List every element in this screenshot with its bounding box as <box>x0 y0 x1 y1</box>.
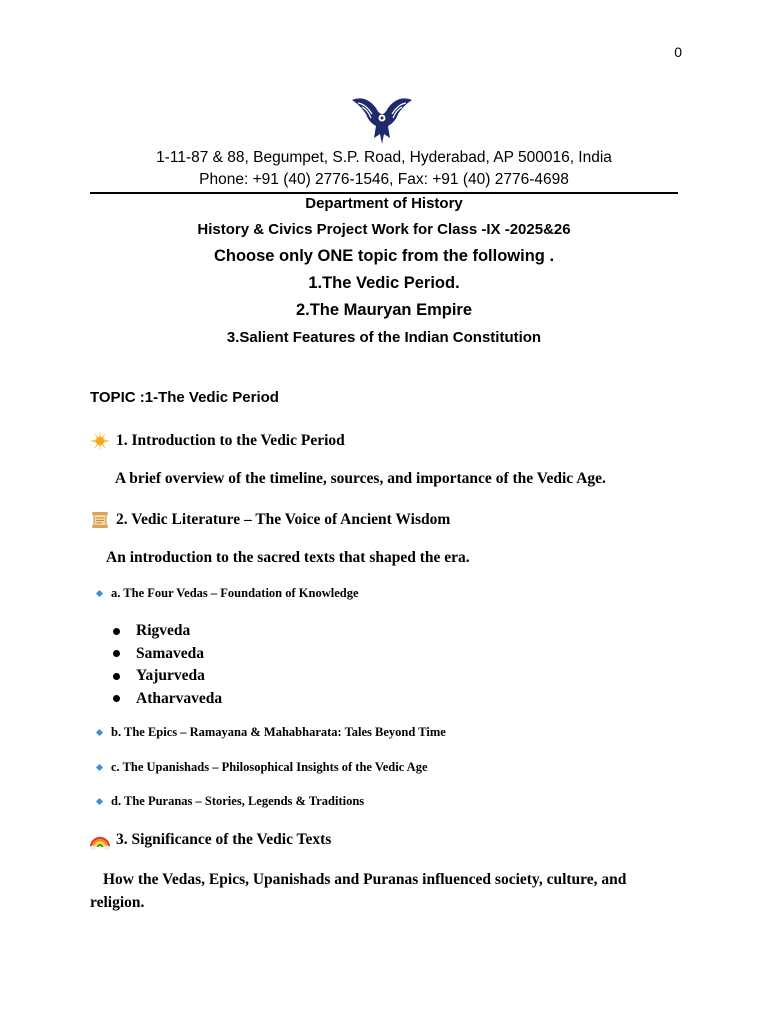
subtopic-c <box>95 760 428 775</box>
topic-option-1: 1.The Vedic Period. <box>308 274 460 292</box>
header-divider <box>90 192 678 194</box>
section-2-description: An introduction to the sacred texts that shaped the era. <box>106 549 470 566</box>
subtopic-b <box>95 725 446 740</box>
bullet-dot-icon <box>113 628 120 635</box>
section-1-title: 1. Introduction to the Vedic Period <box>116 432 345 449</box>
subtopic-d <box>95 794 364 809</box>
section-2-title: 2. Vedic Literature – The Voice of Ancient Wisdom <box>116 511 451 528</box>
section-3-heading <box>90 830 331 850</box>
scroll-icon <box>90 510 110 530</box>
glowing-star-icon <box>90 431 110 451</box>
diamond-bullet-icon <box>96 729 103 736</box>
subtopic-a-text: a. The Four Vedas – Foundation of Knowledge <box>111 586 359 600</box>
topic-heading: TOPIC :1-The Vedic Period <box>90 389 279 406</box>
diamond-bullet-icon <box>96 590 103 597</box>
diamond-bullet-icon <box>96 764 103 771</box>
department-title: Department of History <box>305 195 463 212</box>
page-number: 0 <box>674 44 682 60</box>
vedas-list <box>113 620 222 710</box>
rainbow-icon <box>90 830 110 850</box>
topic-option-2: 2.The Mauryan Empire <box>295 301 473 319</box>
diamond-bullet-icon <box>96 798 103 805</box>
school-contact: Phone: +91 (40) 2776-1546, Fax: +91 (40) 2776-4698 <box>199 171 569 188</box>
list-item: Samaveda <box>113 643 222 666</box>
school-address: 1-11-87 & 88, Begumpet, S.P. Road, Hyderabad, AP 500016, India <box>156 149 612 166</box>
list-item: Atharvaveda <box>113 688 222 711</box>
section-3-description: How the Vedas, Epics, Upanishads and Puranas influenced society, culture, and religion. <box>90 871 627 911</box>
section-2-heading <box>90 510 450 530</box>
project-title: History & Civics Project Work for Class -IX -2025&26 <box>197 221 571 238</box>
list-item: Yajurveda <box>113 665 222 688</box>
section-3-title: 3. Significance of the Vedic Texts <box>116 831 332 848</box>
list-item: Rigveda <box>113 620 222 643</box>
section-1-description: A brief overview of the timeline, sources, and importance of the Vedic Age. <box>115 470 606 487</box>
section-1-heading <box>90 431 345 451</box>
bullet-dot-icon <box>113 673 120 680</box>
subtopic-a <box>95 586 359 601</box>
subtopic-b-text: b. The Epics – Ramayana & Mahabharata: Tales Beyond Time <box>111 725 446 739</box>
bullet-dot-icon <box>113 695 120 702</box>
subtopic-d-text: d. The Puranas – Stories, Legends & Traditions <box>111 794 365 808</box>
topic-option-3: 3.Salient Features of the Indian Constitution <box>226 329 542 346</box>
instruction-text: Choose only ONE topic from the following . <box>213 247 555 265</box>
eagle-logo-icon <box>350 94 414 146</box>
subtopic-c-text: c. The Upanishads – Philosophical Insights of the Vedic Age <box>111 760 428 774</box>
bullet-dot-icon <box>113 650 120 657</box>
